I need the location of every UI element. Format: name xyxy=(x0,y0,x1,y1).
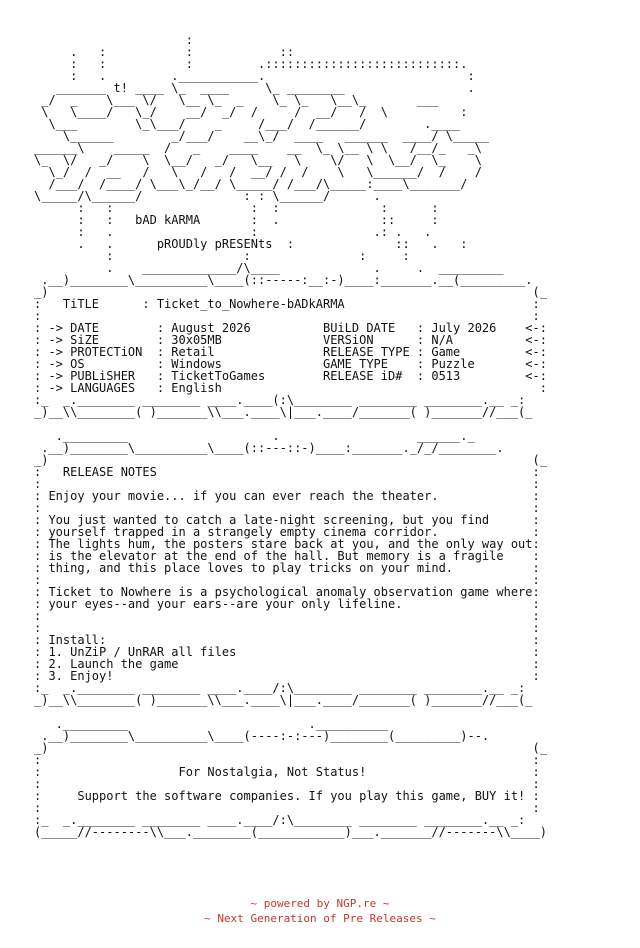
footer-powered-by xyxy=(0,896,640,911)
nfo-ascii-document: : . : : :: : : : .:::::::::::::::::::::::::::. : . .___________. : _______ t! ____ \_ ____ \_ ________ . _/ _ \___ \/ \__ \_ _ \_ \_ \__\_ ___ \ \____/ \_/ __/ _/ / / __/ / \ : \___ \_\___/ _ /___/ /______/ .____ \______ _/___/ __\_/ ____ ______ ____/ \_____ ______\ _____ / _ ____ __ \_ \__ \ \ /__/_ _\ \_ \/ _/ \ \__/ _/ \__ \ \/ \ \__/ \_ \ \_/ / __ / \ / / __/ / / \ \______/ / / /___/ /____/ \___\_/__/ \_____/ /___/\_____:____\_______/ \_____/\______/ : : \______/ . : : : : : : : : bAD kARMA : . :: : : . : .: . . . . pROUDly pRESENts : :: . : : : : : . _____________/\____ . . _________ .__)________\__________\____(::-----:__:-)____:_______.__(_________. _) (_ : TiTLE : Ticket_to_Nowhere-bADkARMA : : : : -> DATE : August 2026 BUiLD DATE : July 2026 <-: : -> SiZE : 30x05MB VERSiON : N/A <-: : -> PROTECTiON : Retail RELEASE TYPE : Game <-: : -> OS : Windows GAME TYPE : Puzzle <-: : -> PUBLiSHER : TicketToGames RELEASE iD# : 0513 <-: : -> LANGUAGES : English : :_ _.________ ________ ____.____(:\________ ________ ________.__ _: _)__\\________( )_______\\___.____\|___.____/_______( )_______//___(_ ._________ . ______._ .__)________\__________\____(::---::-)____:_______._/_/________. _) (_ : RELEASE NOTES : : : : Enjoy your movie... if you can ever reach the theater. : : : : You just wanted to catch a late-night screening, but you find : : yourself trapped in a strangely empty cinema corridor. : : The lights hum, the posters stare back at you, and the only way out: : is the elevator at the end of the hall. But memory is a fragile : : thing, and this place loves to play tricks on your mind. : : : : Ticket to Nowhere is a psychological anomaly observation game where: : your eyes--and your ears--are your only lifeline. : : : : : : Install: : : 1. UnZiP / UnRAR all files : : 2. Launch the game : : 3. Enjoy! : :_ _.________ ________ ____.____/:\________ ________ ________.__ _: _)__\\________( )_______\\___.____\|___.____/_______( )_______//___(_ ._________ .__________ .__)________\__________\____(----:-:---)________(_________)--. _) (_ : : : For Nostalgia, Not Status! : : : : Support the software companies. If you play this game, BUY it! : : : :_ _.________ ________ ____.____/:\________ ________ ________.__ _: (_____//--------\\___.________(____________)___._______//-------\\____) xyxy=(34,33,547,839)
footer-tagline xyxy=(0,911,640,926)
footer-powered-by-text: ~ powered by NGP.re ~ xyxy=(250,897,390,910)
footer-tagline-text: ~ Next Generation of Pre Releases ~ xyxy=(204,912,436,925)
